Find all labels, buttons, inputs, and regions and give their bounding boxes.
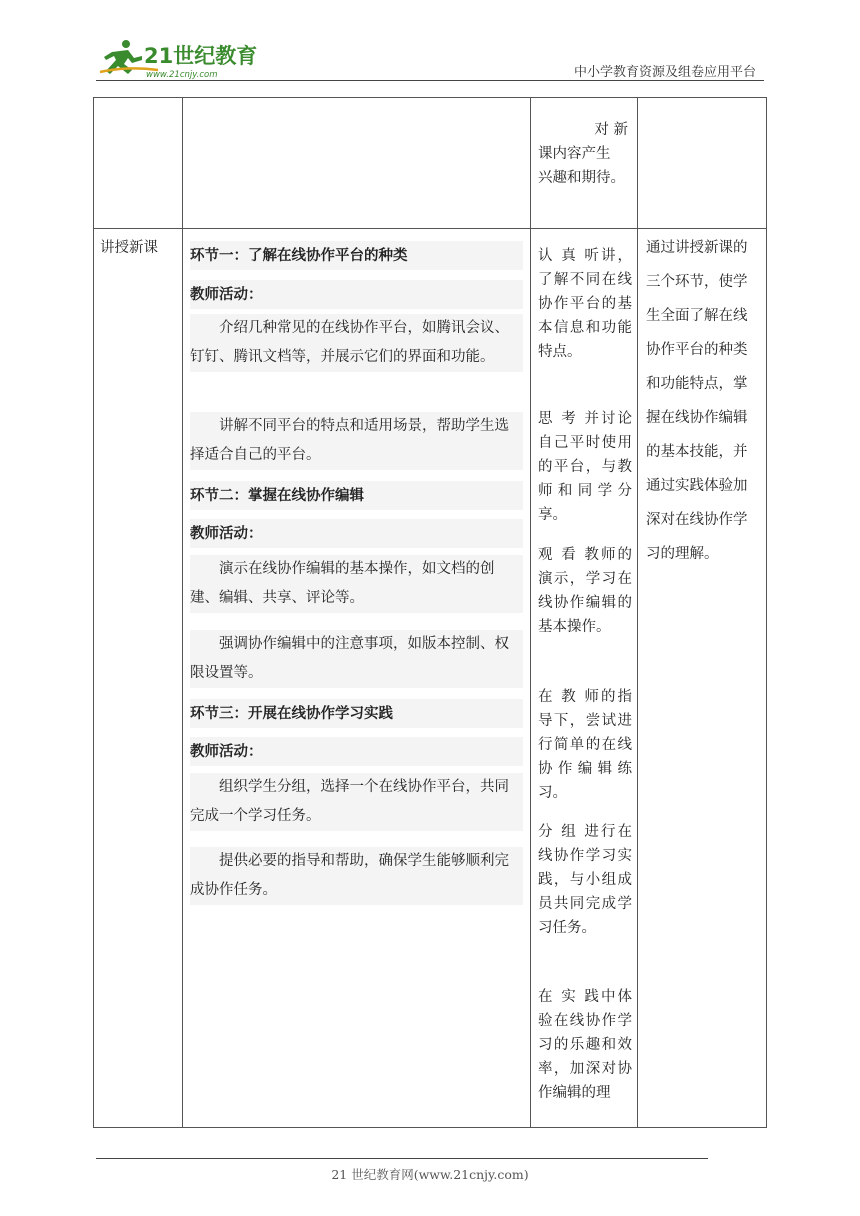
- student-activity-block: 在 教 师的指导下，尝试进行简单的在线协作编辑练习。: [538, 689, 632, 801]
- table-border-top: [93, 97, 767, 98]
- header-divider: [96, 80, 764, 81]
- column-divider-1: [182, 97, 183, 1128]
- footer-source: 21 世纪教育网(www.21cnjy.com): [331, 1167, 529, 1182]
- footer-divider: [96, 1158, 708, 1159]
- platform-tagline: 中小学教育资源及组卷应用平台: [573, 65, 756, 80]
- student-activity-block: 分 组 进行在线协作学习实践，与小组成员共同完成学习任务。: [538, 824, 632, 936]
- activity-paragraph: 讲解不同平台的特点和适用场景，帮助学生选择适合自己的平台。: [190, 412, 523, 470]
- activity-label: 教师活动：: [190, 737, 523, 766]
- activity-paragraph: 组织学生分组，选择一个在线协作平台，共同完成一个学习任务。: [190, 773, 523, 831]
- logo-url: www.21cnjy.com: [146, 70, 218, 80]
- activity-label: 教师活动：: [190, 280, 523, 309]
- section-heading: 环节二：掌握在线协作编辑: [190, 481, 523, 510]
- design-intent: 通过讲授新课的三个环节，使学生全面了解在线协作平台的种类和功能特点，掌握在线协作编辑的基本技能，并通过实践体验加深对在线协作学习的理解。: [646, 240, 748, 562]
- activity-paragraph: 提供必要的指导和帮助，确保学生能够顺利完成协作任务。: [190, 847, 523, 905]
- activity-paragraph: 介绍几种常见的在线协作平台，如腾讯会议、钉钉、腾讯文档等，并展示它们的界面和功能。: [190, 314, 523, 372]
- table-border-bottom: [93, 1127, 767, 1128]
- table-row-divider: [93, 228, 767, 229]
- student-activity-block: 观 看 教师的演示，学习在线协作编辑的基本操作。: [538, 547, 632, 635]
- table-border-right: [766, 97, 767, 1128]
- column-divider-3: [637, 97, 638, 1128]
- row1-student-activity: [538, 118, 632, 190]
- stage-label: 讲授新课: [100, 240, 158, 256]
- activity-paragraph: 演示在线协作编辑的基本操作，如文档的创建、编辑、共享、评论等。: [190, 555, 523, 613]
- table-border-left: [93, 97, 94, 1128]
- logo-text: 21世纪教育: [144, 44, 258, 68]
- row1-col3-line: 兴趣和期待。: [538, 170, 625, 186]
- row1-col3-line: 课内容产生: [538, 146, 611, 162]
- activity-label: 教师活动：: [190, 519, 523, 548]
- activity-paragraph: 强调协作编辑中的注意事项，如版本控制、权限设置等。: [190, 630, 523, 688]
- site-logo: [98, 36, 268, 82]
- student-activity-block: 在 实 践中体验在线协作学习的乐趣和效率，加深对协作编辑的理: [538, 989, 632, 1101]
- student-activity-block: 认 真 听讲，了解不同在线协作平台的基本信息和功能特点。: [538, 248, 632, 360]
- section-heading: 环节一：了解在线协作平台的种类: [190, 241, 523, 270]
- student-activity-block: 思 考 并讨论自己平时使用的平台，与教师和同学分享。: [538, 411, 632, 523]
- row1-col3-line: 对 新: [594, 122, 628, 138]
- column-divider-2: [530, 97, 531, 1128]
- section-heading: 环节三：开展在线协作学习实践: [190, 699, 523, 728]
